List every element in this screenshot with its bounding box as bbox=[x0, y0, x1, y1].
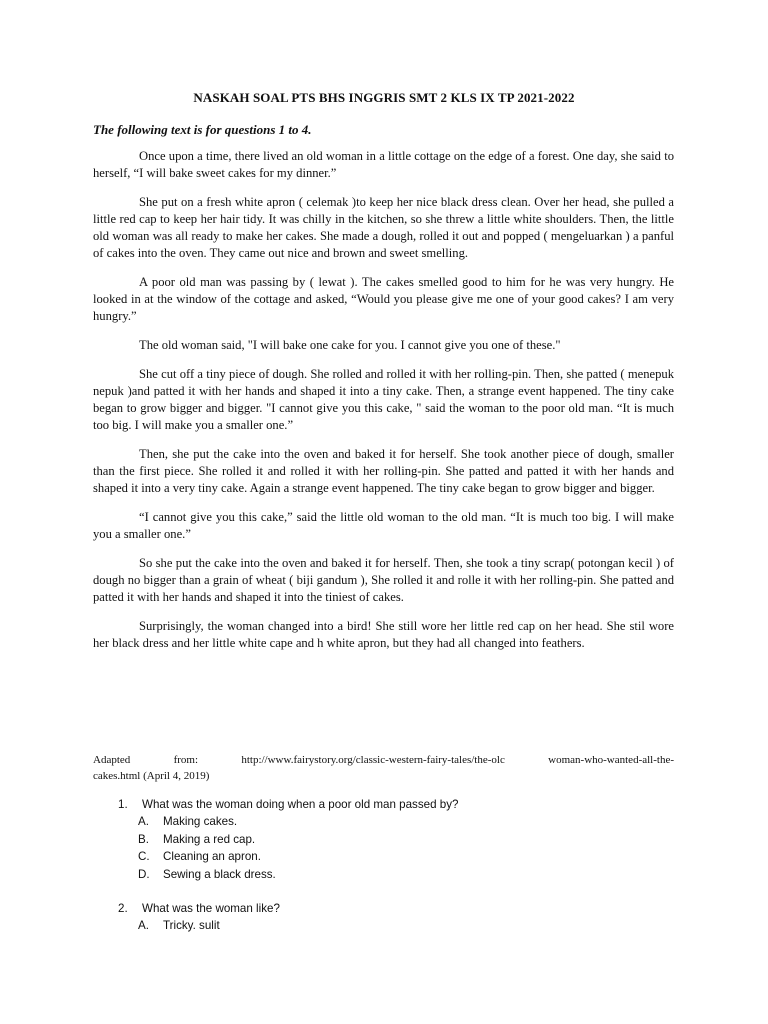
answer-option bbox=[118, 848, 678, 866]
paragraph: “I cannot give you this cake,” said the little old woman to the old man. “It is much too big. I will make you a smaller one.” bbox=[93, 510, 674, 541]
answer-option bbox=[118, 831, 678, 849]
page-title: NASKAH SOAL PTS BHS INGGRIS SMT 2 KLS IX TP 2021-2022 bbox=[193, 90, 575, 105]
question-item bbox=[118, 900, 678, 935]
option-text: Tricky. sulit bbox=[163, 919, 220, 932]
option-letter: A. bbox=[138, 815, 149, 828]
option-text: Cleaning an apron. bbox=[163, 850, 261, 863]
source-line: Adapted from: http://www.fairystory.org/classic-western-fairy-tales/the-olc woman-who-wanted-all-the- bbox=[93, 754, 674, 766]
option-letter: D. bbox=[138, 867, 150, 881]
option-letter: B. bbox=[138, 832, 149, 846]
paragraph: Once upon a time, there lived an old woman in a little cottage on the edge of a forest. One day, she said to herself, “I will bake sweet cakes for my dinner.” bbox=[93, 149, 674, 180]
intro-instruction: The following text is for questions 1 to 4. bbox=[93, 122, 312, 137]
paragraph: Then, she put the cake into the oven and baked it for herself. She took another piece of dough, smaller than the first piece. She rolled it and rolled it with her rolling-pin. She patted and patted it with her hands and shaped it into a very tiny cake. Again a strange event happened. The tiny cake began to grow bigger and bigger. bbox=[93, 447, 674, 495]
paragraph: Surprisingly, the woman changed into a bird! She still wore her little red cap on her head. She stil wore her black dress and her little white cape and h white apron, but they had all changed into feathers. bbox=[93, 619, 674, 650]
question-item bbox=[118, 796, 678, 883]
paragraph: So she put the cake into the oven and baked it for herself. Then, she took a tiny scrap( potongan kecil ) of dough no bigger than a grain of wheat ( biji gandum ), She rolled it and rolle it with her rolling-pin. She patted and patted it with her hands and shaped it into the tiniest of cakes. bbox=[93, 556, 674, 604]
question-list bbox=[118, 796, 678, 952]
option-letter: A. bbox=[138, 919, 149, 932]
question-text: What was the woman doing when a poor old man passed by? bbox=[142, 798, 459, 811]
option-text: Sewing a black dress. bbox=[163, 867, 276, 881]
question-text: What was the woman like? bbox=[142, 902, 280, 915]
answer-option bbox=[118, 866, 678, 884]
answer-option bbox=[118, 813, 678, 831]
option-text: Making cakes. bbox=[163, 815, 238, 828]
option-letter: C. bbox=[138, 850, 150, 863]
source-line: cakes.html (April 4, 2019) bbox=[93, 770, 210, 782]
paragraph: She cut off a tiny piece of dough. She rolled and rolled it with her rolling-pin. Then, she patted ( menepuk nepuk )and patted it with her hands and shaped it into a tiny cake. Then, a strange event happened. The tiny cake began to grow bigger and bigger. "I cannot give you this cake, " said the woman to the poor old man. “It is much too big. I will make you a smaller one.” bbox=[93, 367, 674, 432]
option-text: Making a red cap. bbox=[163, 832, 256, 846]
question-number: 1. bbox=[118, 798, 128, 811]
paragraph: The old woman said, "I will bake one cake for you. I cannot give you one of these." bbox=[139, 338, 561, 352]
answer-option bbox=[118, 917, 678, 935]
paragraph: She put on a fresh white apron ( celemak )to keep her nice black dress clean. Over her head, she pulled a little red cap to keep her hair tidy. It was chilly in the kitchen, so she threw a little white shoulders. Then, the little old woman was all ready to make her cakes. She made a dough, rolled it out and popped ( mengeluarkan ) a panful of cakes into the oven. They came out nice and brown and sweet smelling. bbox=[93, 195, 674, 260]
story-text bbox=[93, 148, 674, 664]
source-citation bbox=[93, 752, 674, 784]
paragraph: A poor old man was passing by ( lewat ). The cakes smelled good to him for he was very hungry. He looked in at the window of the cottage and asked, “Would you please give me one of your good cakes? I am very hungry.” bbox=[93, 275, 674, 323]
question-number: 2. bbox=[118, 902, 128, 915]
